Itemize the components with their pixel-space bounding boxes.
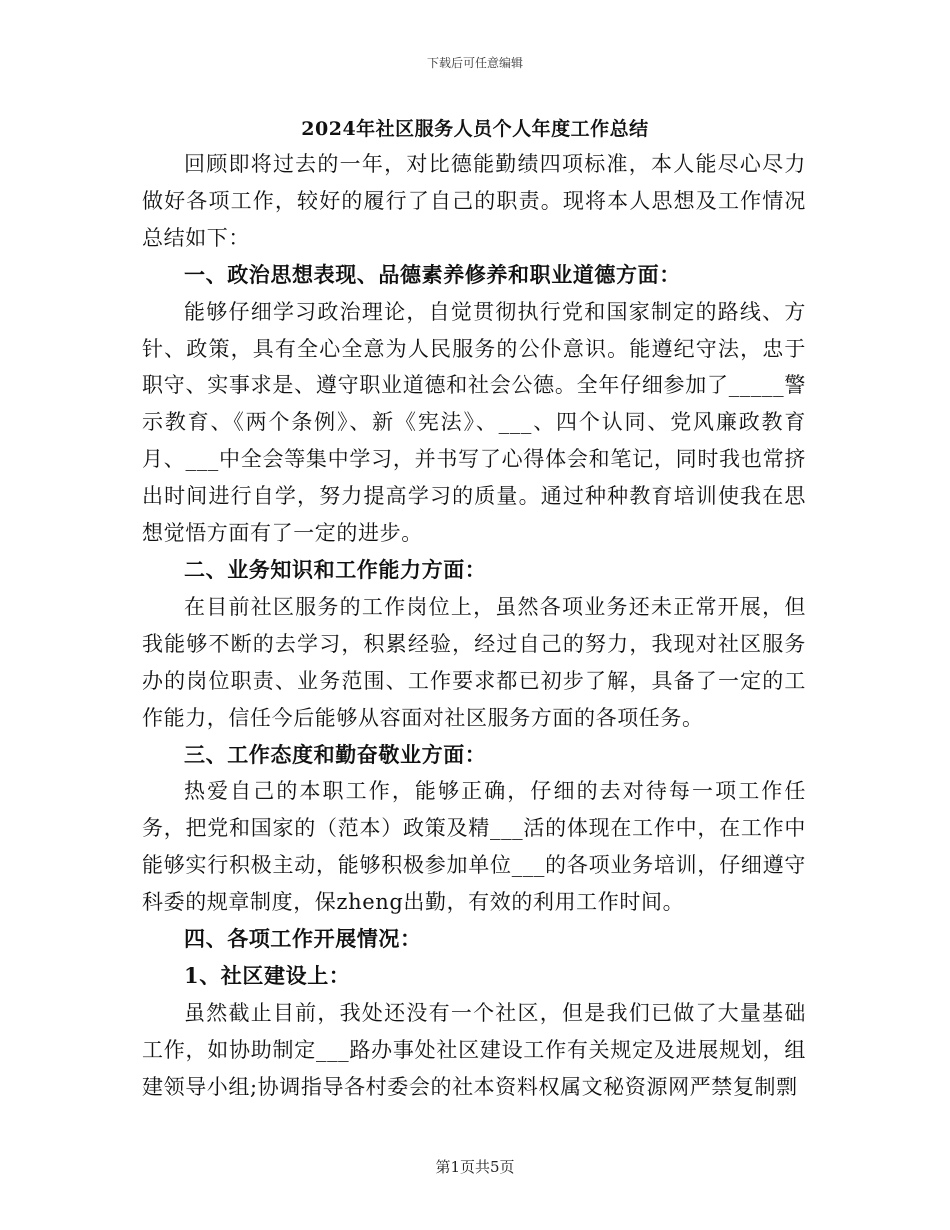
document-body [142, 146, 806, 1106]
section-heading-politics: 一、政治思想表现、品德素养修养和职业道德方面： [184, 261, 681, 287]
section-heading-work: 四、各项工作开展情况： [184, 926, 422, 952]
page-number: 第1页共5页 [435, 1158, 515, 1176]
community-paragraph: 虽然截止目前，我处还没有一个社区，但是我们已做了大量基础工作，如协助制定___路办事处社区建设工作有关规定及进展规划，组建领导小组;协调指导各村委会的社本资料权属文秘资源网严禁复制剽 [142, 1000, 806, 1099]
header-note: 下载后可任意编辑 [426, 56, 523, 70]
section-heading-skills: 二、业务知识和工作能力方面： [184, 556, 487, 582]
intro-paragraph: 回顾即将过去的一年，对比德能勤绩四项标准，本人能尽心尽力做好各项工作，较好的履行了自己的职责。现将本人思想及工作情况总结如下： [142, 152, 806, 250]
document-title: 2024年社区服务人员个人年度工作总结 [301, 118, 649, 140]
attitude-paragraph: 热爱自己的本职工作，能够正确，仔细的去对待每一项工作任务，把党和国家的（范本）政策及精___活的体现在工作中，在工作中能够实行积极主动，能够积极参加单位___的各项业务培训，仔细遵守科委的规章制度，保zheng出勤，有效的利用工作时间。 [142, 779, 806, 915]
section-heading-attitude: 三、工作态度和勤奋敬业方面： [184, 741, 487, 767]
politics-paragraph: 能够仔细学习政治理论，自觉贯彻执行党和国家制定的路线、方针、政策，具有全心全意为人民服务的公仆意识。能遵纪守法，忠于职守、实事求是、遵守职业道德和社会公德。全年仔细参加了_____警示教育、《两个条例》、新《宪法》、___、四个认同、党风廉政教育月、___中全会等集中学习，并书写了心得体会和笔记，同时我也常挤出时间进行自学，努力提高学习的质量。通过种种教育培训使我在思想觉悟方面有了一定的进步。 [142, 299, 806, 546]
skills-paragraph: 在目前社区服务的工作岗位上，虽然各项业务还未正常开展，但我能够不断的去学习，积累经验，经过自己的努力，我现对社区服务办的岗位职责、业务范围、工作要求都已初步了解，具备了一定的工作能力，信任今后能够从容面对社区服务方面的各项任务。 [142, 594, 806, 730]
subsection-heading-community: 1、社区建设上： [184, 962, 351, 988]
